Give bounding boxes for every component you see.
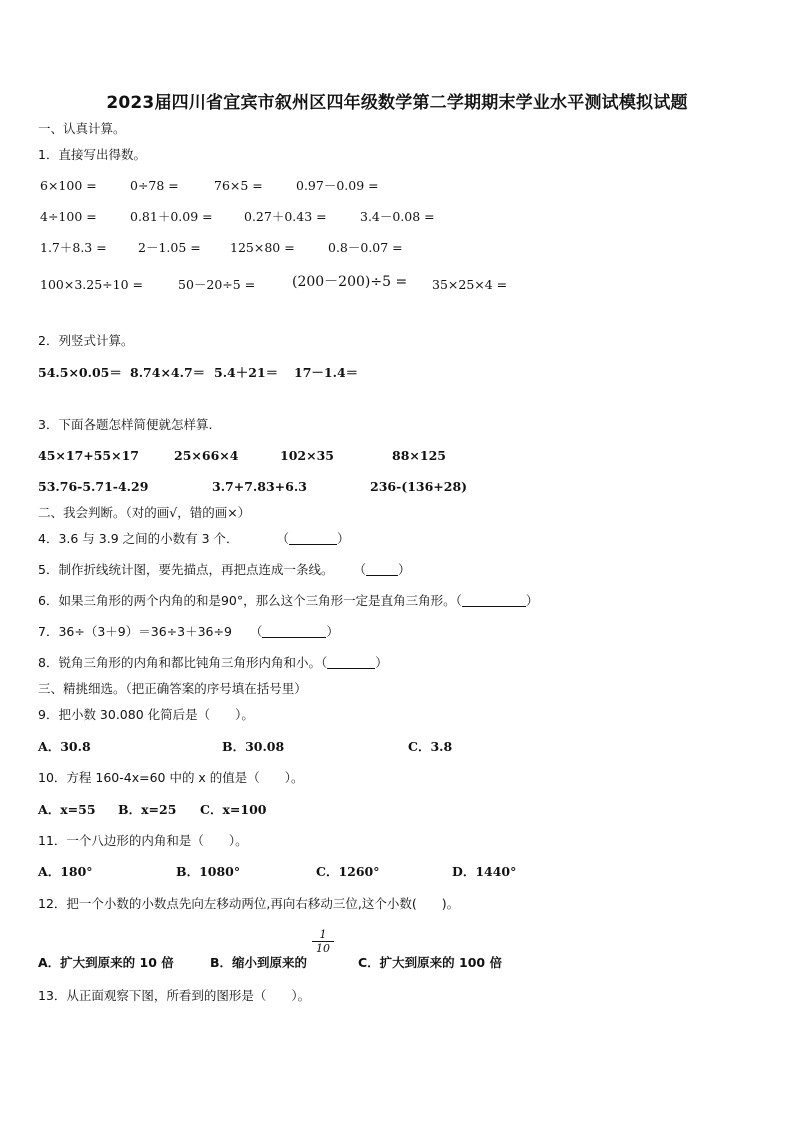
option-b[interactable]: B．x=25	[118, 802, 177, 817]
question-text: 5．制作折线统计图，要先描点，再把点连成一条线。	[38, 562, 334, 577]
option-b[interactable]: B．30.08	[222, 739, 285, 754]
calc-item: 0.27＋0.43 =	[244, 209, 327, 224]
calc-item: 17－1.4＝	[294, 365, 359, 380]
question-text: 6．如果三角形的两个内角的和是90°，那么这个三角形一定是直角三角形。	[38, 593, 456, 608]
option-a[interactable]: A．30.8	[38, 739, 91, 754]
option-b[interactable]: B．缩小到原来的	[210, 955, 308, 970]
question-1: 1．直接写出得数。	[38, 147, 146, 162]
question-3: 3．下面各题怎样简便就怎样算.	[38, 417, 213, 432]
question-13: 13．从正面观察下图，所看到的图形是（ ）。	[38, 988, 311, 1003]
calc-item: 8.74×4.7＝	[130, 365, 206, 380]
question-12: 12．把一个小数的小数点先向左移动两位,再向右移动三位,这个小数( )。	[38, 896, 460, 911]
question-2: 2．列竖式计算。	[38, 333, 134, 348]
answer-blank[interactable]	[262, 625, 326, 638]
calc-item: 50－20÷5 =	[178, 277, 256, 292]
calc-item: 236-(136+28)	[370, 479, 468, 494]
option-a[interactable]: A．x=55	[38, 802, 96, 817]
option-c[interactable]: C．x=100	[200, 802, 267, 817]
calc-item: 0.8－0.07 =	[328, 240, 403, 255]
answer-blank[interactable]	[327, 656, 375, 669]
calc-item: 102×35	[280, 448, 334, 463]
question-text: 7．36÷（3＋9）＝36÷3＋36÷9	[38, 624, 232, 639]
calc-item: 88×125	[392, 448, 446, 463]
question-10: 10．方程 160-4x=60 中的 x 的值是（ ）。	[38, 770, 304, 785]
option-c[interactable]: C．1260°	[316, 864, 380, 879]
calc-item: 125×80 =	[230, 240, 295, 255]
fraction-denominator: 10	[316, 942, 330, 955]
calc-item: 1.7＋8.3 =	[40, 240, 107, 255]
section-heading-judge: 二、我会判断。（对的画√，错的画×）	[38, 505, 251, 520]
calc-item: 76×5 =	[214, 178, 263, 193]
option-c[interactable]: C．3.8	[408, 739, 453, 754]
question-11: 11．一个八边形的内角和是（ ）。	[38, 833, 248, 848]
answer-blank[interactable]	[462, 594, 526, 607]
option-a[interactable]: A．180°	[38, 864, 93, 879]
question-4: 4．3.6 与 3.9 之间的小数有 3 个． （ ）	[38, 531, 350, 546]
calc-item: (200－200)÷5 =	[292, 274, 408, 290]
exam-title: 2023届四川省宜宾市叙州区四年级数学第二学期期末学业水平测试模拟试题	[106, 93, 688, 113]
calc-item: 2－1.05 =	[138, 240, 201, 255]
option-d[interactable]: D．1440°	[452, 864, 517, 879]
calc-item: 25×66×4	[174, 448, 239, 463]
question-8: 8．锐角三角形的内角和都比钝角三角形内角和小。（ ）	[38, 655, 388, 670]
question-text: 4．3.6 与 3.9 之间的小数有 3 个．	[38, 531, 239, 546]
question-5: 5．制作折线统计图，要先描点，再把点连成一条线。 （ ）	[38, 562, 411, 577]
question-9: 9．把小数 30.080 化简后是（ ）。	[38, 707, 254, 722]
calc-item: 3.7+7.83+6.3	[212, 479, 307, 494]
calc-item: 4÷100 =	[40, 209, 97, 224]
calc-item: 5.4＋21＝	[214, 365, 279, 380]
calc-item: 6×100 =	[40, 178, 97, 193]
calc-item: 0.97－0.09 =	[296, 178, 379, 193]
section-heading-choice: 三、精挑细选。（把正确答案的序号填在括号里）	[38, 681, 307, 696]
calc-item: 45×17+55×17	[38, 448, 140, 463]
calc-item: 3.4－0.08 =	[360, 209, 435, 224]
calc-item: 0÷78 =	[130, 178, 179, 193]
answer-blank[interactable]	[289, 532, 337, 545]
option-c[interactable]: C．扩大到原来的 100 倍	[358, 955, 502, 970]
option-a[interactable]: A．扩大到原来的 10 倍	[38, 955, 174, 970]
fraction-one-tenth	[312, 928, 334, 955]
fraction-numerator: 1	[312, 928, 334, 942]
section-heading-calc: 一、认真计算。	[38, 121, 126, 136]
calc-item: 35×25×4 =	[432, 277, 508, 292]
question-7: 7．36÷（3＋9）＝36÷3＋36÷9 （ ）	[38, 624, 339, 639]
question-text: 8．锐角三角形的内角和都比钝角三角形内角和小。	[38, 655, 321, 670]
calc-item: 100×3.25÷10 =	[40, 277, 143, 292]
option-b[interactable]: B．1080°	[176, 864, 241, 879]
calc-item: 54.5×0.05＝	[38, 365, 122, 380]
question-6: 6．如果三角形的两个内角的和是90°，那么这个三角形一定是直角三角形。（ ）	[38, 593, 539, 608]
calc-item: 0.81＋0.09 =	[130, 209, 213, 224]
calc-item: 53.76-5.71-4.29	[38, 479, 149, 494]
answer-blank[interactable]	[366, 563, 398, 576]
